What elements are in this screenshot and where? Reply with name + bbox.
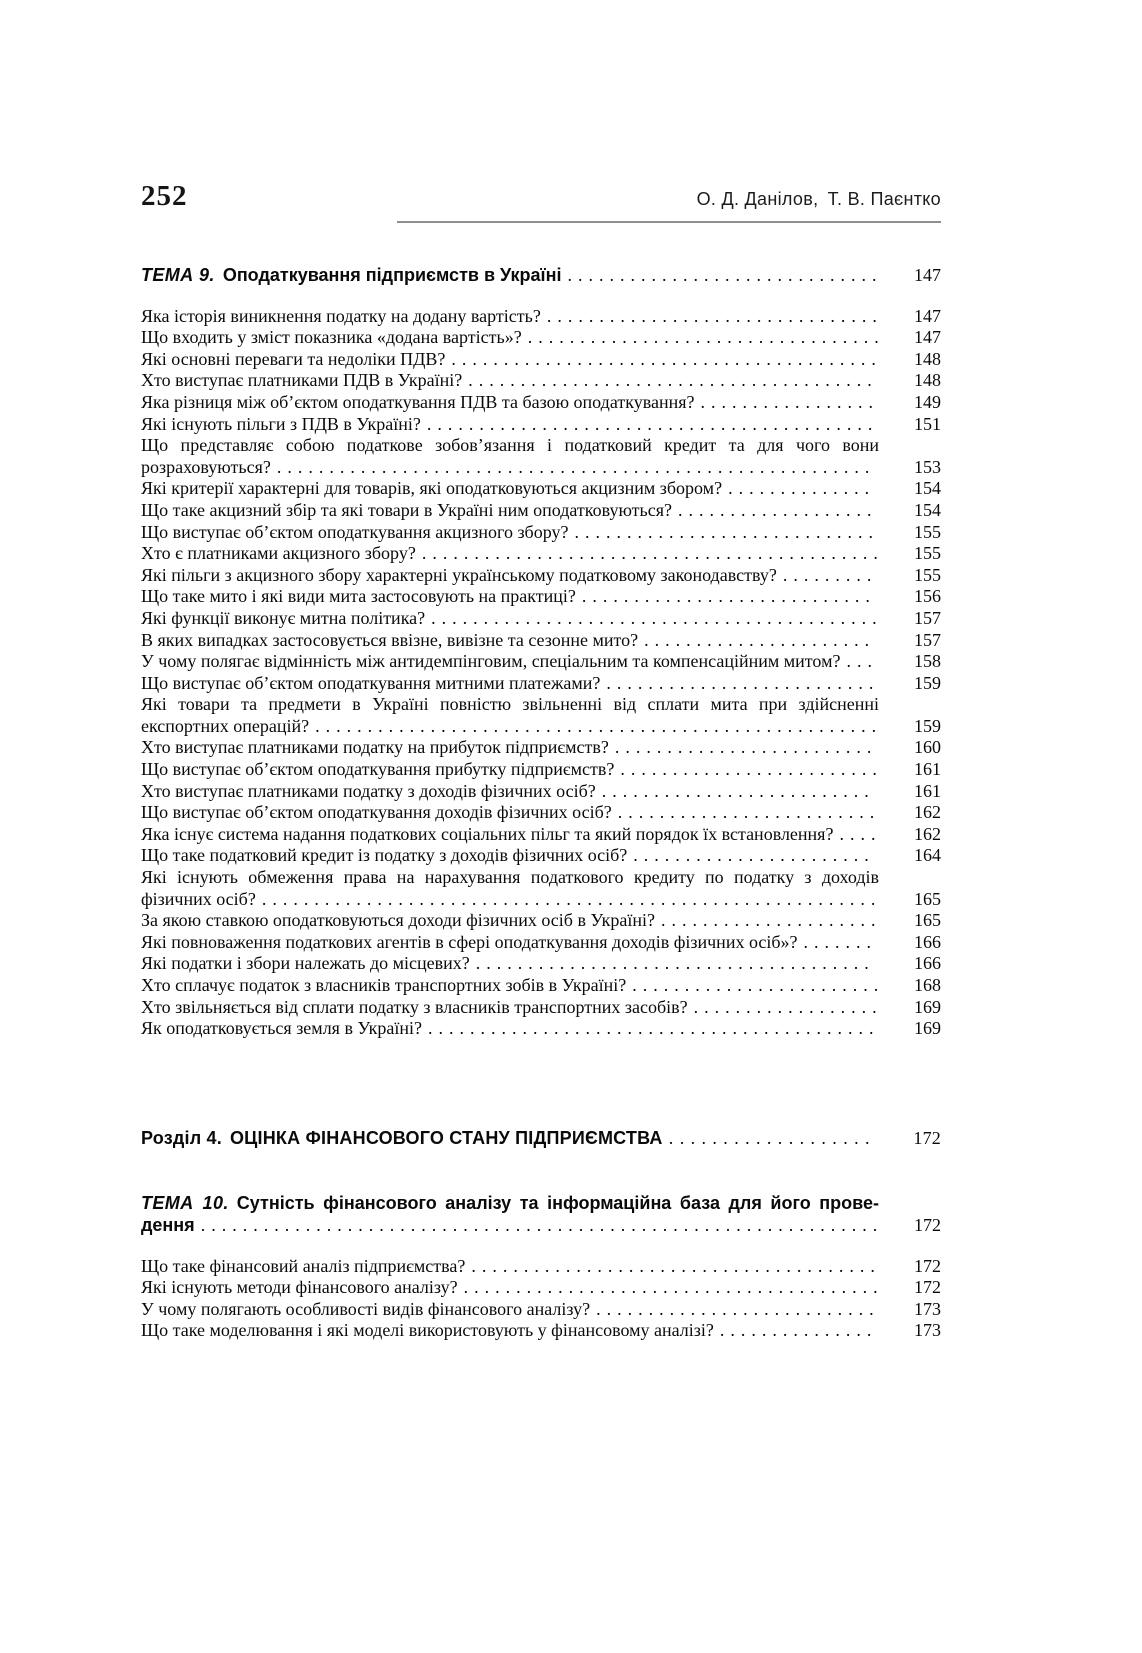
entry-text: В яких випадках застосовується ввізне, вивізне та сезонне мито? (141, 629, 639, 650)
page-ref: 173 (914, 1320, 941, 1341)
page-ref: 157 (914, 629, 941, 650)
page-ref: 161 (914, 780, 941, 801)
leader-dots: . . . . . . . . . . . . . . . . . . . . . . . . . . . . . . . . . . . . . . . . . . . . (415, 543, 878, 564)
page-ref: 172 (914, 1277, 941, 1298)
heading-label: ТЕМА 9. (141, 265, 215, 285)
entry-text: Які функції виконує митна політика? (141, 607, 426, 628)
page-number: 252 (141, 180, 188, 212)
leader-dots: . . . . . . . . . . . . . . . . . . . . . . . . (626, 975, 879, 995)
leader-dots: . . . . (833, 823, 876, 844)
entry-text: Які повноваження податкових агентів в сфері оподаткування доходів фізичних осіб»? (141, 931, 798, 952)
entry-text: За якою ставкою оподатковуються доходи фізичних осіб в Україні? (141, 910, 655, 931)
toc-entry (141, 824, 941, 846)
entry-text: Яка існує система надання податкових соціальних пільг та який порядок їх встановлення? (141, 823, 834, 844)
leader-dots: . . . . . . . . . . . . . . . . . . . . . . . . . . . . . . . . . . . . . . . . . . . (421, 1018, 874, 1039)
entry-text: Яка історія виникнення податку на додану вартість? (141, 305, 541, 326)
toc-entry (141, 522, 941, 544)
entry-text: Які існують методи фінансового аналізу? (141, 1277, 458, 1298)
leader-dots: . . . . . . . . . . . . . . . . . . . . . . . . . . . . . (568, 521, 873, 542)
toc-entry (141, 435, 941, 478)
leader-dots: . . . . . . . . . . . . . . . . . . . . . . . . . . . . . . (561, 265, 877, 285)
page-ref: 164 (914, 845, 941, 866)
page-ref: 157 (914, 607, 941, 628)
heading-title: Сутність фінансового аналізу та інформаційна база для його проведення (141, 1193, 880, 1235)
page-ref: 165 (914, 888, 941, 909)
leader-dots: . . . . . . . . . . . . . . . . . . . . . . . . . . . . . . . . . . . . . . . . . (445, 348, 876, 369)
toc-entry (141, 370, 941, 392)
leader-dots: . . . . . . . . . . . . . . . . . . (687, 996, 877, 1017)
page-ref: 172 (914, 1214, 941, 1235)
toc-entry (141, 651, 941, 673)
leader-dots: . . . . . . . . . . . . . . . . . . . . . . . . . . . . . . . . . . . . . . . (462, 370, 872, 391)
entry-text: Хто виступає платниками податку на прибуток підприємств? (141, 737, 609, 758)
toc-entry (141, 867, 941, 910)
entry-text: У чому полягають особливості видів фінансового аналізу? (141, 1298, 591, 1319)
toc-entry (141, 630, 941, 652)
page-ref: 166 (914, 953, 941, 974)
entry-text: Що таке мито і які види мита застосовують на практиці? (141, 586, 576, 607)
entry-text: У чому полягає відмінність між антидемпінговим, спеціальним та компенсаційним митом? (141, 651, 841, 672)
leader-dots: . . . . . . . . . (776, 564, 872, 585)
leader-dots: . . . . . . . . . . . . . . . . . . . . . . . . . . . . . . . . . . . . . . . . . . . . . . . . . . . . . . . . . (270, 456, 870, 477)
page-ref: 168 (914, 975, 941, 995)
page-ref: 155 (914, 521, 941, 542)
leader-dots: . . . . . . . . . . . . . . . . . . . . . . . . . . (600, 672, 874, 693)
leader-dots: . . . . . . . . . . . . . . . . . . . . . . . . . . . (590, 1298, 874, 1319)
toc-entry (141, 953, 941, 975)
page-ref: 172 (914, 1255, 941, 1276)
leader-dots: . . . . . . . . . . . . . . . . . . . . . . . . . . . . . . . . . . . . . . . . . . . . . . . . . . . . . . (309, 715, 877, 736)
entry-text: Які критерії характерні для товарів, які оподатковуються акцизним збором? (141, 478, 723, 499)
leader-dots: . . . . . . . . . . . . . . . . . . . . . . . . . . . . . . . . . . . . . . . . . . . (420, 413, 873, 434)
page-ref: 156 (914, 586, 941, 607)
entry-text: Що виступає об’єктом оподаткування акцизного збору? (141, 521, 569, 542)
entry-text: Хто виступає платниками податку з доходів фізичних осіб? (141, 780, 596, 801)
toc-entry (141, 565, 941, 587)
toc-entry (141, 478, 941, 500)
toc-entry (141, 608, 941, 630)
leader-dots: . . . . . . . . . . . . . . . . . . . . . . . . . . . . . . . . . . . . . . (469, 953, 869, 974)
page-ref: 165 (914, 910, 941, 931)
page-ref: 172 (913, 1127, 941, 1148)
entry-text: Що виступає об’єктом оподаткування прибутку підприємств? (141, 759, 615, 780)
toc-entry (141, 500, 941, 522)
page-ref: 169 (914, 996, 941, 1017)
toc-entry (141, 1320, 941, 1342)
entry-text: Що виступає об’єктом оподаткування доходів фізичних осіб? (141, 802, 612, 823)
page-ref: 161 (914, 759, 941, 780)
entry-text: Хто є платниками акцизного збору? (141, 543, 416, 564)
leader-dots: . . . . . . . . . . . . . . . . . . . . . . . . . . . . . . . . . . . . . . . (465, 1255, 875, 1276)
heading-title: ОЦІНКА ФІНАНСОВОГО СТАНУ ПІДПРИЄМСТВА (229, 1127, 663, 1148)
toc-entry (141, 845, 941, 867)
leader-dots: . . . . . . . . . . . . . . . . . . . . . . . . . . . . . . . . . . . . . . . . . . . . . . . . . . . . . . . . . . . . . . . . . (194, 1214, 878, 1235)
toc-entry (141, 543, 941, 565)
toc-entry (141, 673, 941, 695)
running-head-authors: О. Д. Данілов, Т. В. Паєнтко (696, 189, 941, 209)
leader-dots: . . . . . . . . . . . . . . . . . . . . . (654, 910, 876, 931)
leader-dots: . . . . . . . . . . . . . . . . . . . . . . . . . . . . . . . . . . (521, 327, 879, 348)
toc-entry (141, 737, 941, 759)
leader-dots: . . . . . . . . . . . . . . . . . (694, 391, 873, 412)
page-header (141, 180, 941, 213)
leader-dots: . . . . . . . . . . . . . . (722, 478, 870, 499)
page-ref: 173 (914, 1298, 941, 1319)
entry-text: Що входить у зміст показника «додана вартість»? (141, 327, 522, 348)
heading-text (141, 265, 561, 285)
leader-dots: . . . . . . . . . . . . . . . . . . . . . . . . . . . . . . . . . . . . . . . . . . . . . . . . . . . . . . . . . . . (255, 888, 876, 909)
entry-text: Що виступає об’єктом оподаткування митними платежами? (141, 672, 601, 693)
toc-entry (141, 802, 941, 824)
toc-entry (141, 349, 941, 371)
heading-title: Оподаткування підприємств в Україні (222, 265, 562, 285)
toc-entry (141, 759, 941, 781)
page-ref: 148 (914, 348, 941, 369)
leader-dots: . . . (840, 651, 872, 672)
entry-text: Хто виступає платниками ПДВ в Україні? (141, 370, 463, 391)
page-ref: 169 (914, 1018, 941, 1039)
entry-text: Які існують пільги з ПДВ в Україні? (141, 413, 421, 434)
entry-text: Хто звільняється від сплати податку з власників транспортних засобів? (141, 996, 688, 1017)
heading-label: ТЕМА 10. (141, 1193, 229, 1214)
toc-entry (141, 1299, 941, 1321)
page-ref: 153 (914, 456, 941, 477)
leader-dots: . . . . . . . . . . . . . . . (713, 1320, 872, 1341)
entry-text: Які товари та предмети в Україні повністю звільненні від сплати мита при здійсненні експортних операцій? (141, 694, 879, 736)
page-ref: 154 (914, 478, 941, 499)
toc-heading-rozdil (141, 1128, 941, 1150)
table-of-contents (141, 223, 941, 1342)
page-ref: 151 (914, 413, 941, 434)
toc-heading-tema (141, 265, 941, 287)
leader-dots: . . . . . . . . . . . . . . . . . . . . . . . . . . . . . . . . . . . . . . . . (457, 1277, 878, 1298)
toc-entry (141, 910, 941, 932)
toc-entry (141, 1018, 941, 1040)
page-ref: 158 (914, 651, 941, 672)
entry-text: Що таке фінансовий аналіз підприємства? (141, 1255, 466, 1276)
entry-text: Які податки і збори належать до місцевих? (141, 953, 470, 974)
toc-entry (141, 306, 941, 328)
leader-dots: . . . . . . . . . . . . . . . . . . . (672, 499, 872, 520)
toc-entry (141, 997, 941, 1019)
entry-text: Які основні переваги та недоліки ПДВ? (141, 348, 446, 369)
leader-dots: . . . . . . . . . . . . . . . . . . . . . . . (627, 845, 869, 866)
page-ref: 147 (914, 327, 941, 348)
page-ref: 166 (914, 931, 941, 952)
leader-dots: . . . . . . . . . . . . . . . . . . . . . . . . . . . . (575, 586, 870, 607)
entry-text: Хто сплачує податок з власників транспортних зобів в Україні? (141, 975, 627, 995)
page-ref: 149 (914, 391, 941, 412)
page-ref: 162 (914, 823, 941, 844)
page-ref: 155 (914, 543, 941, 564)
toc-entry (141, 1277, 941, 1299)
entry-text: Які існують обмеження права на нарахування податкового кредиту по податку з доходів фізичних осіб? (141, 867, 879, 909)
page-ref: 154 (914, 499, 941, 520)
toc-entry (141, 781, 941, 803)
page-ref: 160 (914, 737, 941, 758)
entry-text: Що представляє собою податкове зобов’язання і податковий кредит та для чого вони розраховуються? (141, 435, 879, 477)
page-ref: 147 (914, 305, 941, 326)
entry-text: Як оподатковується земля в Україні? (141, 1018, 422, 1039)
entry-text: Що таке моделювання і які моделі використовують у фінансовому аналізі? (141, 1320, 714, 1341)
toc-entry (141, 327, 941, 349)
leader-dots: . . . . . . . . . . . . . . . . . . . (662, 1127, 870, 1148)
entry-text: Яка різниця між об’єктом оподаткування ПДВ та базою оподаткування? (141, 391, 695, 412)
heading-label: Розділ 4. (141, 1127, 222, 1148)
leader-dots: . . . . . . . (797, 931, 872, 952)
page-ref: 159 (914, 715, 941, 736)
toc-entry (141, 694, 941, 737)
toc-entry (141, 392, 941, 414)
toc-entry (141, 932, 941, 954)
leader-dots: . . . . . . . . . . . . . . . . . . . . . . . . . (608, 737, 872, 758)
leader-dots: . . . . . . . . . . . . . . . . . . . . . . . . . . (595, 780, 869, 801)
toc-entry (141, 1256, 941, 1278)
entry-text: Що таке акцизний збір та які товари в Україні ним оподатковуються? (141, 499, 673, 520)
toc-entry (141, 414, 941, 436)
leader-dots: . . . . . . . . . . . . . . . . . . . . . . . . . . . . . . . . (540, 305, 877, 326)
leader-dots: . . . . . . . . . . . . . . . . . . . . . . . . . (614, 759, 877, 780)
page-ref: 162 (914, 802, 941, 823)
leader-dots: . . . . . . . . . . . . . . . . . . . . . . . . . (611, 802, 875, 823)
toc-entry (141, 586, 941, 608)
toc-entry (141, 975, 941, 997)
heading-text (141, 1128, 663, 1148)
toc-heading-tema (141, 1193, 941, 1236)
entry-text: Що таке податковий кредит із податку з доходів фізичних осіб? (141, 845, 628, 866)
leader-dots: . . . . . . . . . . . . . . . . . . . . . . . . . . . . . . . . . . . . . . . . . . . (425, 607, 877, 628)
page-ref: 147 (914, 265, 941, 285)
page-ref: 155 (914, 564, 941, 585)
entry-text: Які пільги з акцизного збору характерні українському податковому законодавству? (141, 564, 777, 585)
page-ref: 159 (914, 672, 941, 693)
page-content (141, 180, 941, 1342)
page-ref: 148 (914, 370, 941, 391)
leader-dots: . . . . . . . . . . . . . . . . . . . . . . (638, 629, 870, 650)
